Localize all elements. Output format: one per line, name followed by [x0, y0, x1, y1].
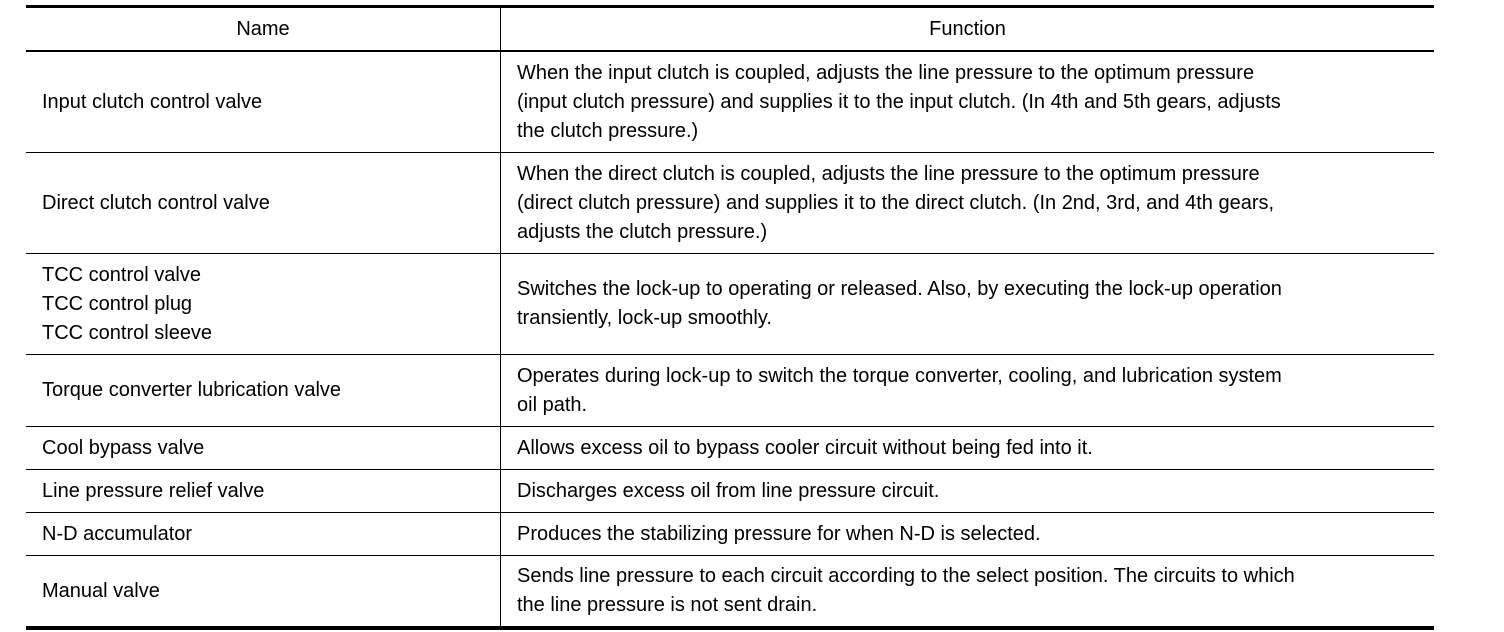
row-function-cell [501, 52, 1434, 152]
table-row [26, 355, 1434, 426]
row-function-cell [501, 556, 1434, 626]
row-name-text: Manual valve [42, 579, 160, 602]
row-function-cell [501, 470, 1434, 512]
row-function-text: the clutch pressure.) [517, 119, 699, 142]
table-row [26, 513, 1434, 555]
table-row [26, 52, 1434, 152]
row-name-text: Input clutch control valve [42, 90, 263, 113]
row-name-text: Line pressure relief valve [42, 479, 265, 502]
row-function-text: When the direct clutch is coupled, adjusts the line pressure to the optimum pressure [517, 162, 1260, 185]
row-name-text: Torque converter lubrication valve [42, 379, 342, 401]
row-function-text: When the input clutch is coupled, adjusts the line pressure to the optimum pressure [517, 61, 1255, 84]
table-row [26, 153, 1434, 253]
row-name-cell [26, 52, 501, 152]
row-name-text: Direct clutch control valve [42, 191, 270, 214]
table-row [26, 556, 1434, 626]
row-name-cell [26, 427, 501, 469]
row-function-text: the line pressure is not sent drain. [517, 594, 818, 616]
row-name-cell [26, 355, 501, 426]
row-name-text: TCC control sleeve [42, 321, 213, 344]
table-row [26, 470, 1434, 512]
row-function-cell [501, 254, 1434, 354]
row-function-text: Operates during lock-up to switch the torque converter, cooling, and lubrication system [517, 364, 1282, 387]
row-function-text: Produces the stabilizing pressure for when N-D is selected. [517, 522, 1041, 545]
row-name-text: TCC control plug [42, 292, 193, 315]
row-function-text: Switches the lock-up to operating or released. Also, by executing the lock-up operation [517, 278, 1282, 300]
row-name-cell [26, 254, 501, 354]
row-name-cell [26, 556, 501, 626]
row-function-text: Allows excess oil to bypass cooler circuit without being fed into it. [517, 436, 1093, 459]
row-function-cell [501, 355, 1434, 426]
header-name: Name [26, 8, 501, 50]
row-name-text: N-D accumulator [42, 522, 193, 545]
table-row [26, 427, 1434, 469]
row-function-cell [501, 153, 1434, 253]
row-function-text: oil path. [517, 393, 588, 416]
row-function-text: Discharges excess oil from line pressure circuit. [517, 479, 940, 502]
row-name-cell [26, 470, 501, 512]
row-name-text: TCC control valve [42, 263, 201, 286]
row-function-cell [501, 427, 1434, 469]
table-header-row [26, 8, 1434, 50]
row-function-text: (direct clutch pressure) and supplies it to the direct clutch. (In 2nd, 3rd, and 4th gears, [517, 191, 1275, 214]
row-name-text: Cool bypass valve [42, 436, 205, 459]
row-function-text: Sends line pressure to each circuit according to the select position. The circuits to which [517, 565, 1295, 587]
header-function: Function [929, 17, 1006, 40]
row-name-cell [26, 513, 501, 555]
row-name-cell [26, 153, 501, 253]
row-function-text: adjusts the clutch pressure.) [517, 220, 768, 243]
row-function-text: transiently, lock-up smoothly. [517, 307, 772, 329]
row-function-cell [501, 513, 1434, 555]
row-function-text: (input clutch pressure) and supplies it to the input clutch. (In 4th and 5th gears, adjusts [517, 90, 1281, 113]
table-bottom-rule [26, 626, 1434, 630]
table-row [26, 254, 1434, 354]
valve-function-table [26, 5, 1434, 630]
